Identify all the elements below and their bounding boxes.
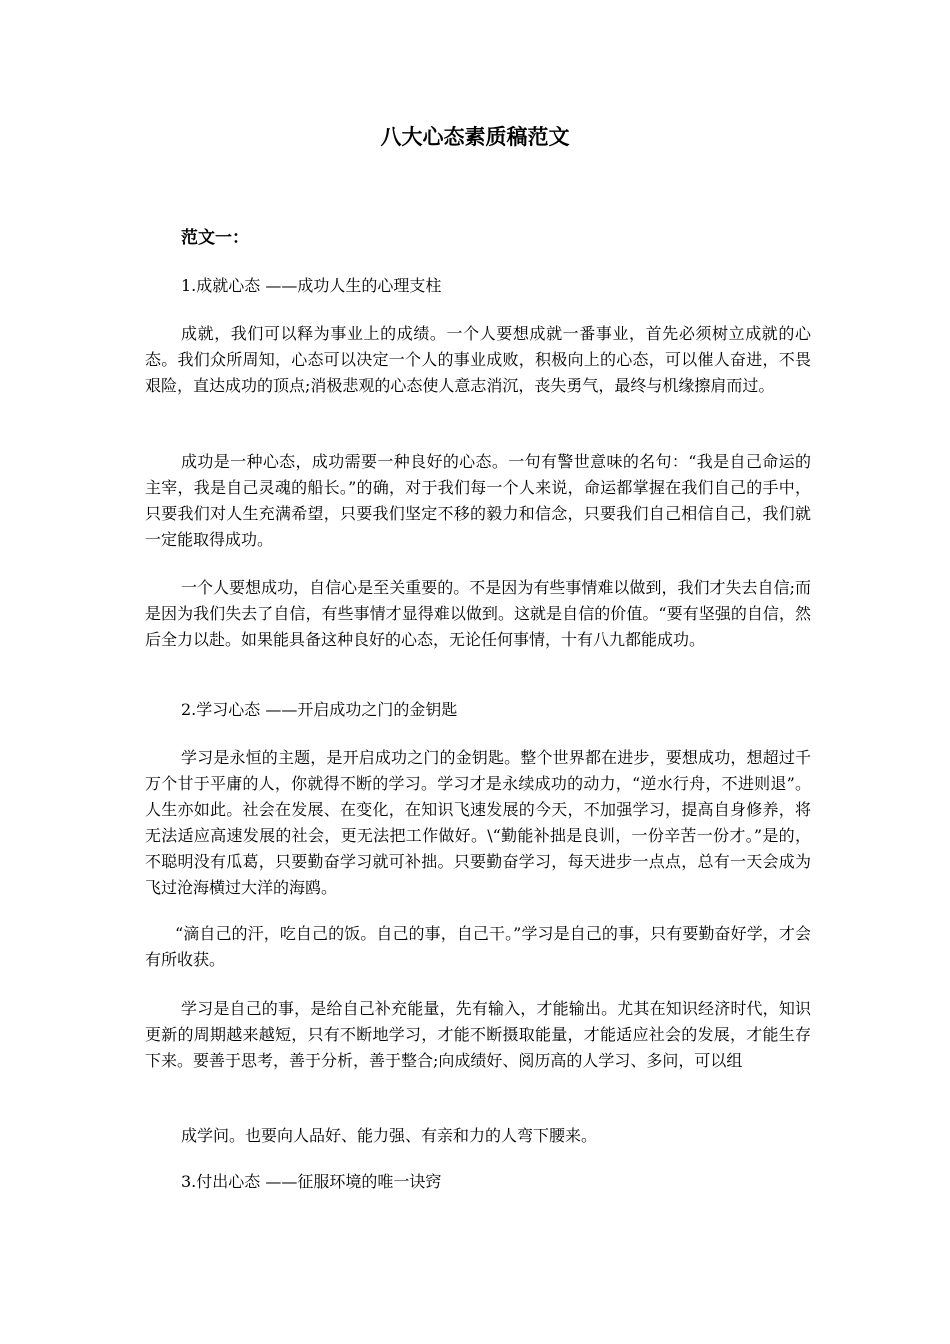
- heading-achievement: 1.成就心态 ——成功人生的心理支柱: [181, 276, 442, 295]
- paragraph-4: 学习是永恒的主题，是开启成功之门的金钥匙。整个世界都在进步，要想成功，想超过千万个甘于平庸的人，你就得不断的学习。学习才是永续成功的动力，“逆水行舟，不进则退”。人生亦如此。社会在发展、在变化，在知识飞速发展的今天，不加强学习，提高自身修养，将无法适应高速发展的社会，更无法把工作做好。\“勤能补拙是良训，一份辛苦一份才。”是的，不聪明没有瓜葛，只要勤奋学习就可补拙。只要勤奋学习，每天进步一点点，总有一天会成为飞过沧海横过大洋的海鸥。: [145, 748, 811, 897]
- heading-giving: 3.付出心态 ——征服环境的唯一诀窍: [181, 1172, 442, 1191]
- paragraph-3: 一个人要想成功，自信心是至关重要的。不是因为有些事情难以做到，我们才失去自信;而是因为我们失去了自信，有些事情才显得难以做到。这就是自信的价值。“要有坚强的自信，然后全力以赴。如果能具备这种良好的心态，无论任何事情，十有八九都能成功。: [145, 578, 811, 649]
- document-title: 八大心态素质稿范文: [380, 124, 570, 149]
- paragraph-1: 成就，我们可以释为事业上的成绩。一个人要想成就一番事业，首先必须树立成就的心态。我们众所周知，心态可以决定一个人的事业成败，积极向上的心态，可以催人奋进，不畏艰险，直达成功的顶点;消极悲观的心态使人意志消沉，丧失勇气，最终与机缘擦肩而过。: [145, 324, 811, 395]
- paragraph-5: “滴自己的汗，吃自己的饭。自己的事，自己干。”学习是自己的事，只有要勤奋好学，才会有所收获。: [145, 924, 811, 969]
- paragraph-7: 成学问。也要向人品好、能力强、有亲和力的人弯下腰来。: [181, 1126, 598, 1145]
- section-label: 范文一：: [181, 228, 249, 248]
- heading-learning: 2.学习心态 ——开启成功之门的金钥匙: [181, 700, 458, 719]
- paragraph-6: 学习是自己的事，是给自己补充能量，先有输入，才能输出。尤其在知识经济时代，知识更新的周期越来越短，只有不断地学习，才能不断摄取能量，才能适应社会的发展，才能生存下来。要善于思考，善于分析，善于整合;向成绩好、阅历高的人学习、多问，可以组: [145, 999, 811, 1070]
- paragraph-2: 成功是一种心态，成功需要一种良好的心态。一句有警世意味的名句：“我是自己命运的主宰，我是自己灵魂的船长。”的确，对于我们每一个人来说，命运都掌握在我们自己的手中，只要我们对人生充满希望，只要我们坚定不移的毅力和信念，只要我们自己相信自己，我们就一定能取得成功。: [145, 452, 811, 549]
